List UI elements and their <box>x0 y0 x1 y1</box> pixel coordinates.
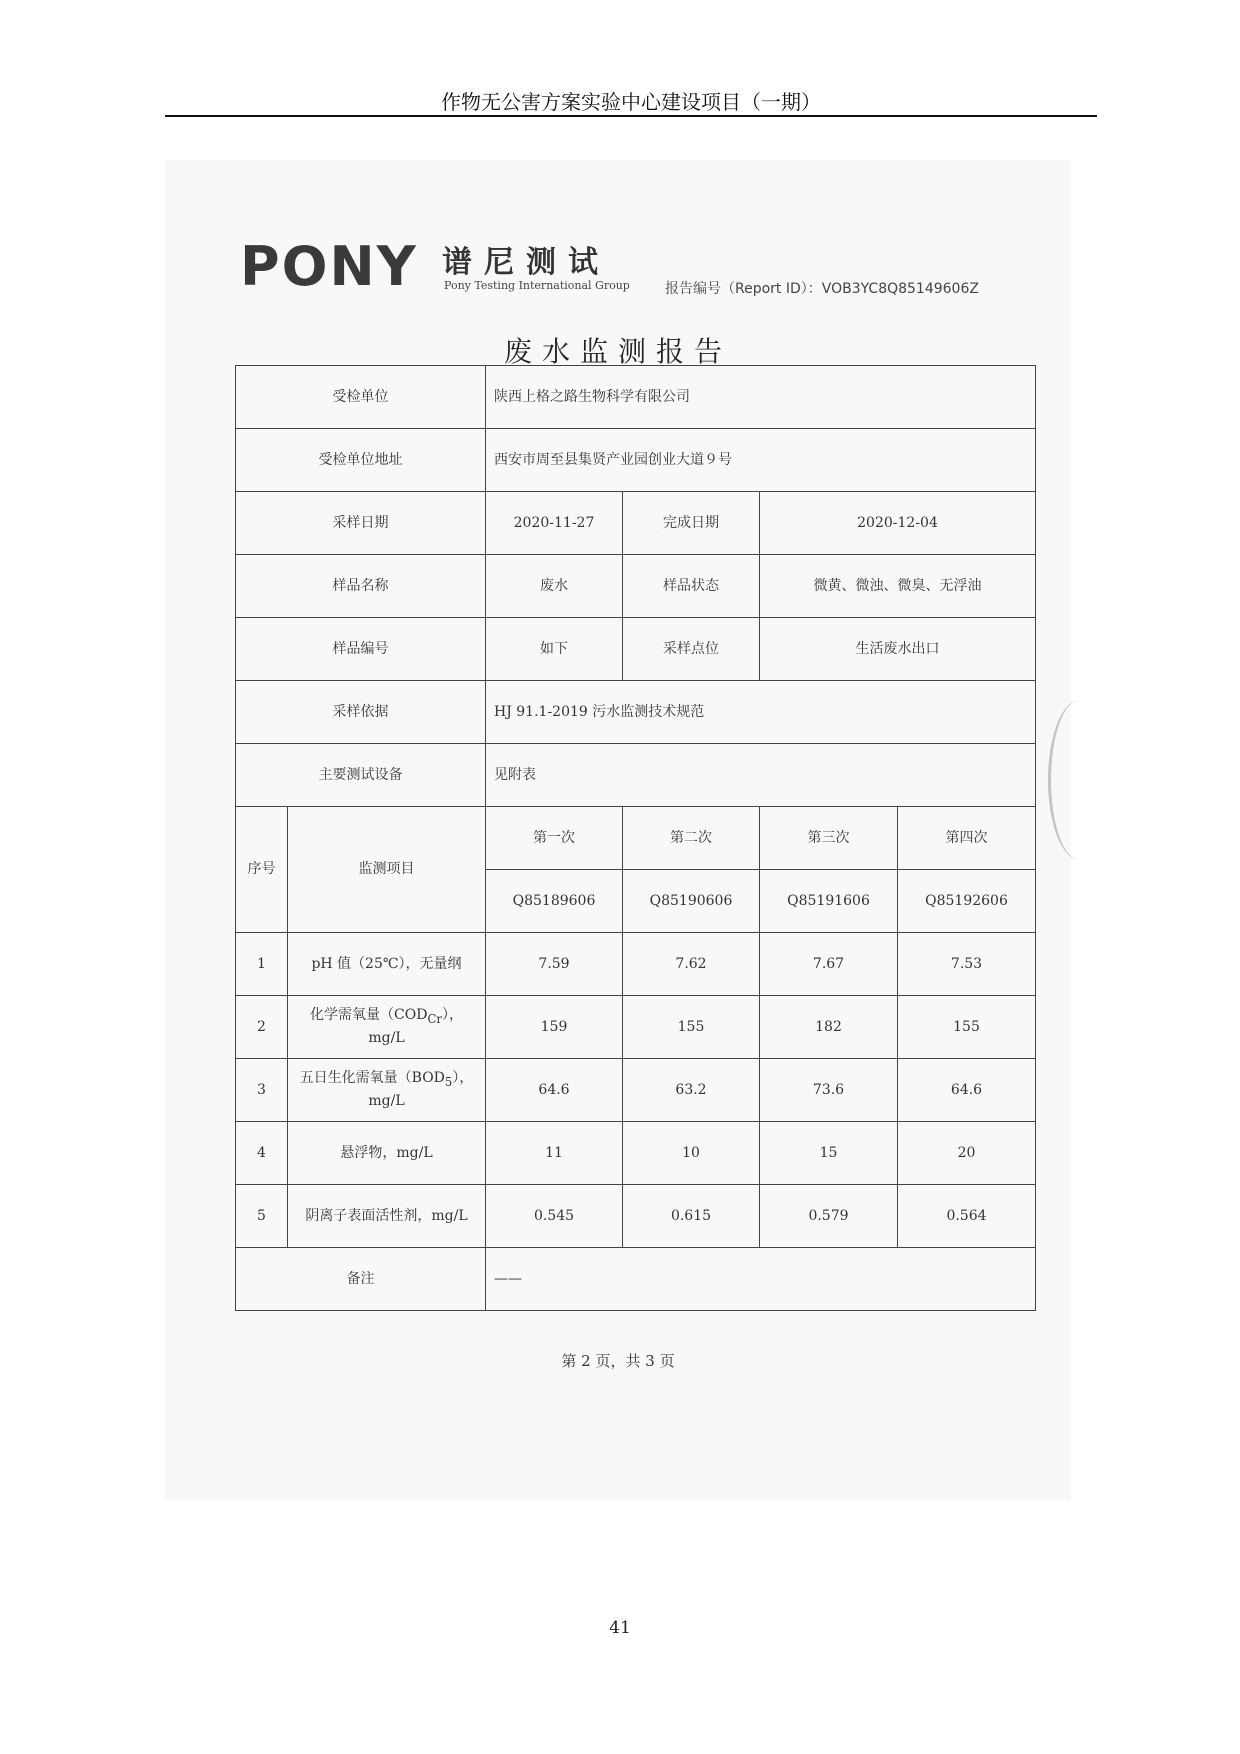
sample-name-value: 废水 <box>486 555 623 618</box>
done-date-value: 2020-12-04 <box>760 492 1036 555</box>
basis-label: 采样依据 <box>236 681 486 744</box>
row-value: 73.6 <box>760 1059 898 1122</box>
row-seq: 4 <box>236 1122 288 1185</box>
sample-no-label: 样品编号 <box>236 618 486 681</box>
row-item: 悬浮物，mg/L <box>288 1122 486 1185</box>
row-item: pH 值（25℃），无量纲 <box>288 933 486 996</box>
equipment-label: 主要测试设备 <box>236 744 486 807</box>
table-row <box>236 1248 1036 1311</box>
logo-english-name: Pony Testing International Group <box>444 279 630 292</box>
row-item-subscript: Cr <box>427 1011 442 1026</box>
row-value: 182 <box>760 996 898 1059</box>
sample-code: Q85191606 <box>760 870 898 933</box>
basis-value: HJ 91.1-2019 污水监测技术规范 <box>486 681 1036 744</box>
sample-point-value: 生活废水出口 <box>760 618 1036 681</box>
remark-value: —— <box>486 1248 1036 1311</box>
sample-name-label: 样品名称 <box>236 555 486 618</box>
row-value: 7.59 <box>486 933 623 996</box>
table-row <box>236 1185 1036 1248</box>
row-value: 0.579 <box>760 1185 898 1248</box>
round-header: 第三次 <box>760 807 898 870</box>
address-value: 西安市周至县集贤产业园创业大道９号 <box>486 429 1036 492</box>
sample-point-label: 采样点位 <box>623 618 760 681</box>
item-header: 监测项目 <box>288 807 486 933</box>
scanned-report <box>165 160 1071 1500</box>
row-value: 7.62 <box>623 933 760 996</box>
remark-label: 备注 <box>236 1248 486 1311</box>
row-value: 11 <box>486 1122 623 1185</box>
row-value: 15 <box>760 1122 898 1185</box>
row-value: 155 <box>623 996 760 1059</box>
row-value: 10 <box>623 1122 760 1185</box>
row-value: 0.564 <box>898 1185 1036 1248</box>
sample-state-value: 微黄、微浊、微臭、无浮油 <box>760 555 1036 618</box>
table-row <box>236 1122 1036 1185</box>
sample-code: Q85190606 <box>623 870 760 933</box>
row-item <box>288 996 486 1059</box>
row-value: 0.615 <box>623 1185 760 1248</box>
row-item-tail: ），mg/L <box>368 1006 463 1047</box>
row-value: 7.67 <box>760 933 898 996</box>
table-row <box>236 366 1036 429</box>
equipment-value: 见附表 <box>486 744 1036 807</box>
table-row <box>236 1059 1036 1122</box>
table-row <box>236 618 1036 681</box>
seq-header: 序号 <box>236 807 288 933</box>
sample-date-value: 2020-11-27 <box>486 492 623 555</box>
table-row <box>236 933 1036 996</box>
report-page-note: 第 2 页，共 3 页 <box>561 1352 675 1370</box>
document-header-title: 作物无公害方案实验中心建设项目（一期） <box>441 90 821 114</box>
sample-code: Q85192606 <box>898 870 1036 933</box>
row-value: 20 <box>898 1122 1036 1185</box>
seal-stamp <box>1048 700 1111 860</box>
round-header: 第四次 <box>898 807 1036 870</box>
pony-logo <box>240 235 660 305</box>
round-header: 第二次 <box>623 807 760 870</box>
logo-chinese-name: 谱尼测试 <box>442 245 610 280</box>
table-row <box>236 555 1036 618</box>
sample-code: Q85189606 <box>486 870 623 933</box>
table-header-row <box>236 807 1036 870</box>
row-seq: 5 <box>236 1185 288 1248</box>
row-item: 阴离子表面活性剂，mg/L <box>288 1185 486 1248</box>
table-row <box>236 744 1036 807</box>
unit-label: 受检单位 <box>236 366 486 429</box>
row-seq: 1 <box>236 933 288 996</box>
row-value: 64.6 <box>486 1059 623 1122</box>
done-date-label: 完成日期 <box>623 492 760 555</box>
row-value: 159 <box>486 996 623 1059</box>
row-value: 64.6 <box>898 1059 1036 1122</box>
page-number: 41 <box>609 1618 631 1638</box>
sample-date-label: 采样日期 <box>236 492 486 555</box>
table-row <box>236 681 1036 744</box>
unit-value: 陕西上格之路生物科学有限公司 <box>486 366 1036 429</box>
sample-state-label: 样品状态 <box>623 555 760 618</box>
logo-mark: PONY <box>240 235 418 298</box>
row-item <box>288 1059 486 1122</box>
row-value: 7.53 <box>898 933 1036 996</box>
address-label: 受检单位地址 <box>236 429 486 492</box>
row-item-text: 化学需氧量（COD <box>310 1006 428 1023</box>
report-id: 报告编号（Report ID）：VOB3YC8Q85149606Z <box>665 281 979 297</box>
header-divider <box>165 115 1097 117</box>
row-item-text: 五日生化需氧量（BOD <box>299 1069 445 1086</box>
table-row <box>236 996 1036 1059</box>
round-header: 第一次 <box>486 807 623 870</box>
row-seq: 2 <box>236 996 288 1059</box>
table-row <box>236 429 1036 492</box>
row-item-subscript: 5 <box>444 1074 453 1089</box>
row-value: 155 <box>898 996 1036 1059</box>
row-item-tail: ），mg/L <box>368 1069 474 1110</box>
report-table <box>235 365 1036 1311</box>
report-title: 废水监测报告 <box>503 335 732 368</box>
row-seq: 3 <box>236 1059 288 1122</box>
sample-no-value: 如下 <box>486 618 623 681</box>
table-row <box>236 492 1036 555</box>
row-value: 0.545 <box>486 1185 623 1248</box>
row-value: 63.2 <box>623 1059 760 1122</box>
